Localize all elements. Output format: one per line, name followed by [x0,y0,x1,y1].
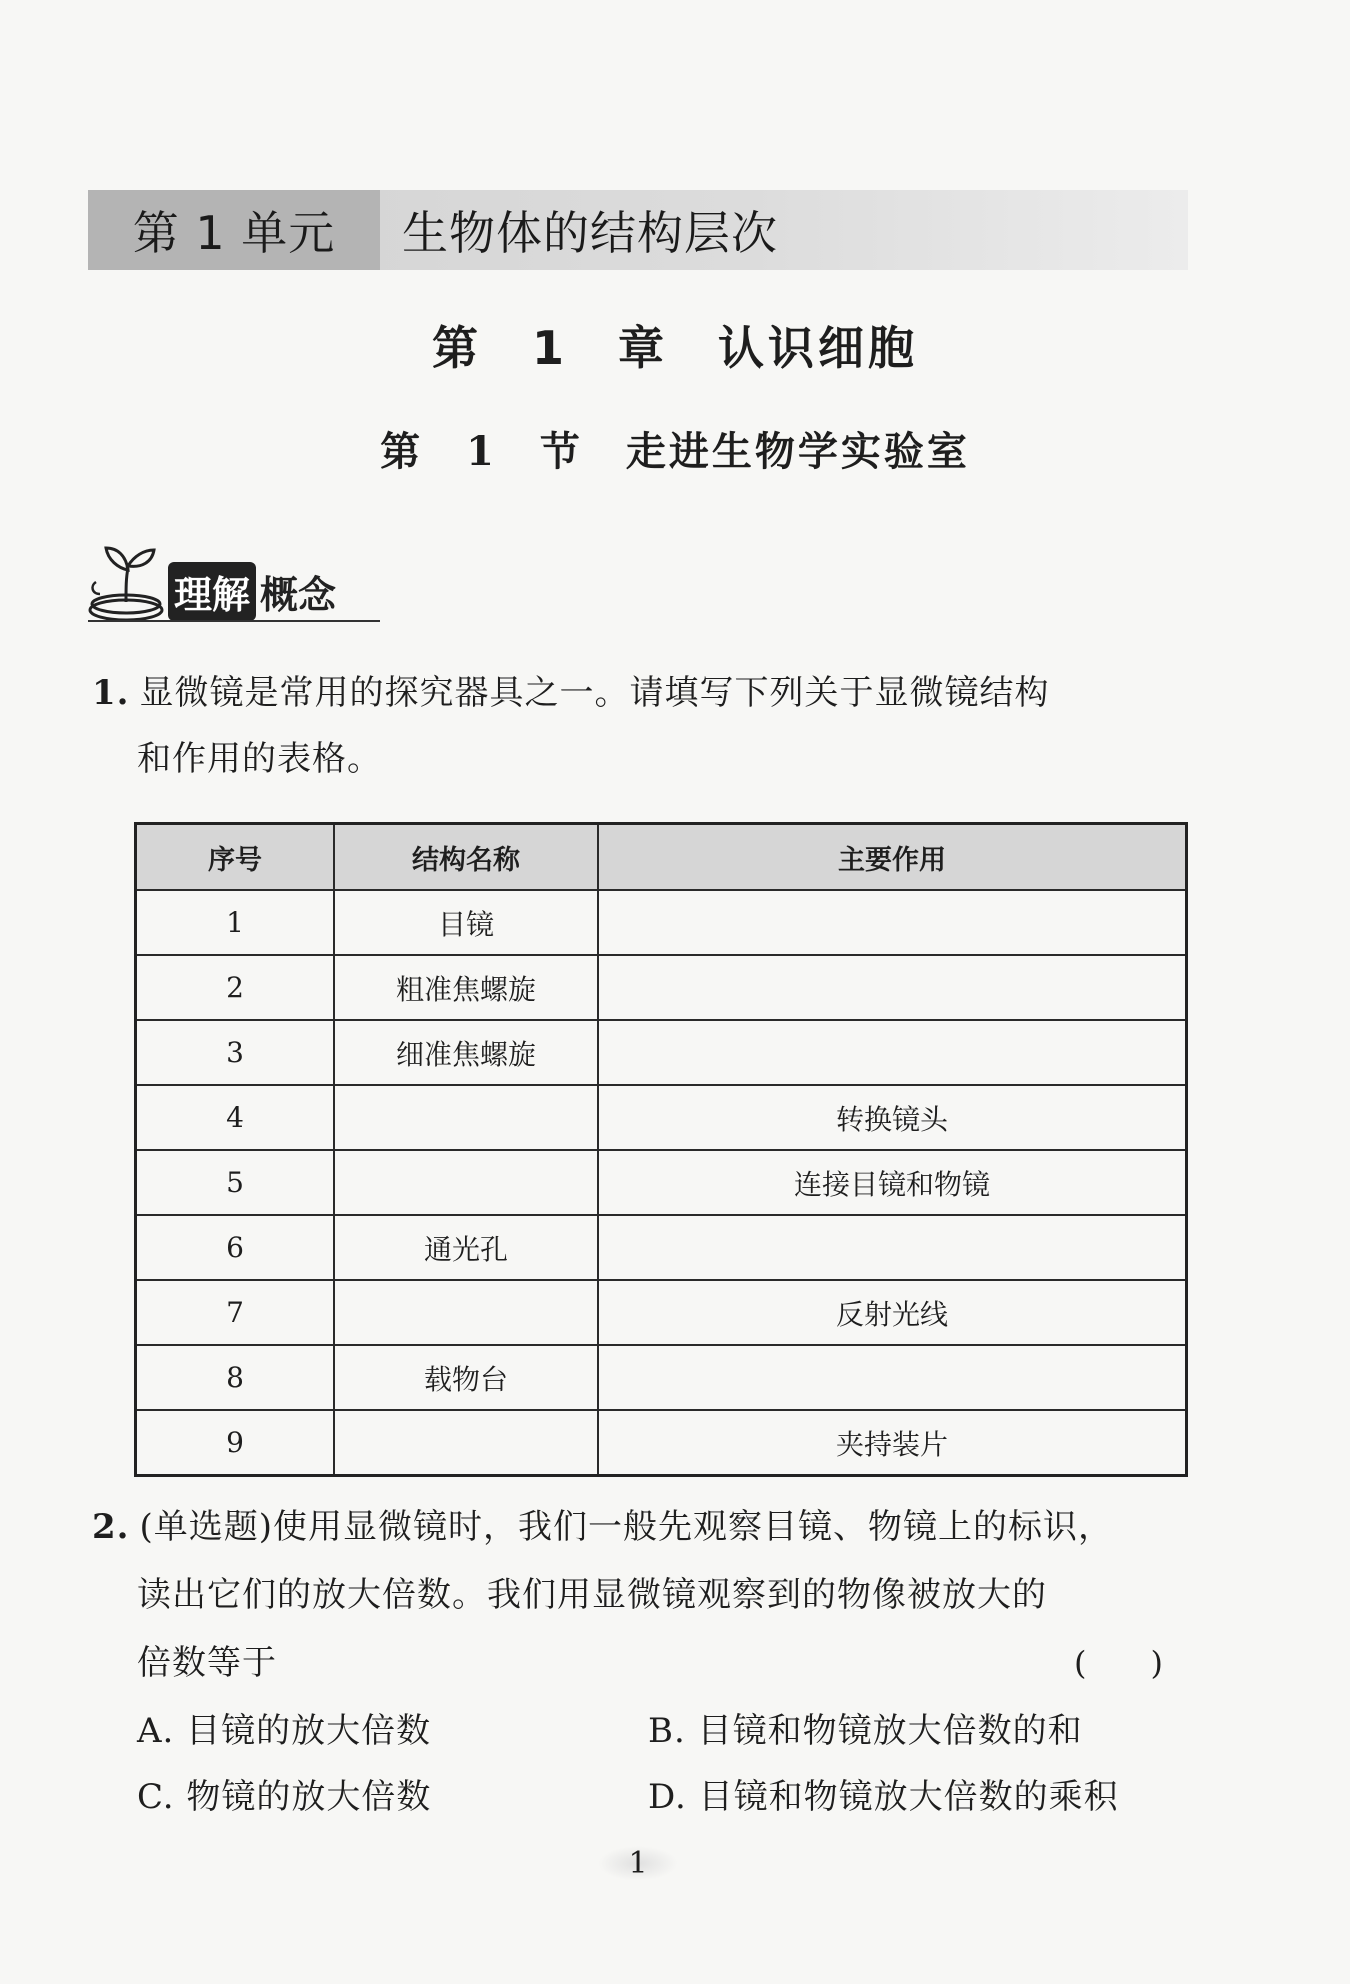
cell-no: 6 [136,1215,335,1280]
question-1-text-1: 显微镜是常用的探究器具之一。请填写下列关于显微镜结构 [139,673,1050,713]
cell-function[interactable]: 连接目镜和物镜 [598,1150,1187,1215]
table-row [136,955,1187,1020]
cell-name[interactable] [334,1280,598,1345]
question-2-number: 2. [92,1507,130,1547]
page-number [0,1846,1276,1881]
microscope-table [134,822,1188,1477]
cell-name[interactable] [334,1410,598,1476]
table-row [136,1410,1187,1476]
question-2-line-2: 读出它们的放大倍数。我们用显微镜观察到的物像被放大的 [137,1575,1047,1615]
cell-function[interactable] [598,890,1187,955]
cell-no: 1 [136,890,335,955]
cell-no: 3 [136,1020,335,1085]
option-a[interactable]: A. 目镜的放大倍数 [137,1711,432,1751]
question-1-number: 1. [92,673,130,713]
cell-function[interactable]: 反射光线 [598,1280,1187,1345]
cell-name[interactable] [334,1085,598,1150]
cell-name[interactable] [334,1150,598,1215]
cell-name[interactable]: 通光孔 [334,1215,598,1280]
table-row [136,1345,1187,1410]
table-row [136,1020,1187,1085]
concept-label-light: 概念 [260,573,337,617]
cell-no: 8 [136,1345,335,1410]
section-title: 第 1 节 走进生物学实验室 [380,428,970,475]
question-2-line-3: 倍数等于 [137,1643,277,1683]
answer-blank[interactable]: ( ) [1074,1644,1163,1682]
header-name: 结构名称 [334,824,598,891]
cell-no: 5 [136,1150,335,1215]
chapter-title: 第 1 章 认识细胞 [431,321,919,375]
cell-name[interactable]: 目镜 [334,890,598,955]
cell-function[interactable] [598,1020,1187,1085]
sprout-dish-icon [88,538,166,624]
table-row [136,1150,1187,1215]
cell-no: 2 [136,955,335,1020]
unit-title: 生物体的结构层次 [402,206,778,260]
option-c[interactable]: C. 物镜的放大倍数 [137,1777,432,1817]
table-row [136,1215,1187,1280]
cell-function[interactable] [598,1345,1187,1410]
cell-no: 7 [136,1280,335,1345]
concept-heading [88,538,380,626]
table-header-row [136,824,1187,891]
cell-function[interactable]: 夹持装片 [598,1410,1187,1476]
cell-function[interactable] [598,1215,1187,1280]
question-2-line-1 [92,1502,1200,1552]
cell-no: 4 [136,1085,335,1150]
cell-name[interactable]: 粗准焦螺旋 [334,955,598,1020]
option-d[interactable]: D. 目镜和物镜放大倍数的乘积 [648,1777,1119,1817]
header-function: 主要作用 [598,824,1187,891]
unit-banner [88,190,1188,270]
cell-function[interactable]: 转换镜头 [598,1085,1187,1150]
table-row [136,1280,1187,1345]
cell-name[interactable]: 细准焦螺旋 [334,1020,598,1085]
header-no: 序号 [136,824,335,891]
page-number-text: 1 [598,1846,677,1881]
unit-number: 第 1 单元 [88,190,380,270]
concept-underline [88,620,380,622]
concept-label [168,562,336,621]
table-row [136,1085,1187,1150]
concept-label-dark: 理解 [168,562,256,621]
table-row [136,890,1187,955]
question-2-text-1: (单选题)使用显微镜时，我们一般先观察目镜、物镜上的标识， [139,1507,1114,1547]
question-1-line-1 [92,668,1200,718]
cell-function[interactable] [598,955,1187,1020]
cell-no: 9 [136,1410,335,1476]
cell-name[interactable]: 载物台 [334,1345,598,1410]
option-b[interactable]: B. 目镜和物镜放大倍数的和 [648,1711,1083,1751]
question-1-line-2: 和作用的表格。 [137,739,382,779]
